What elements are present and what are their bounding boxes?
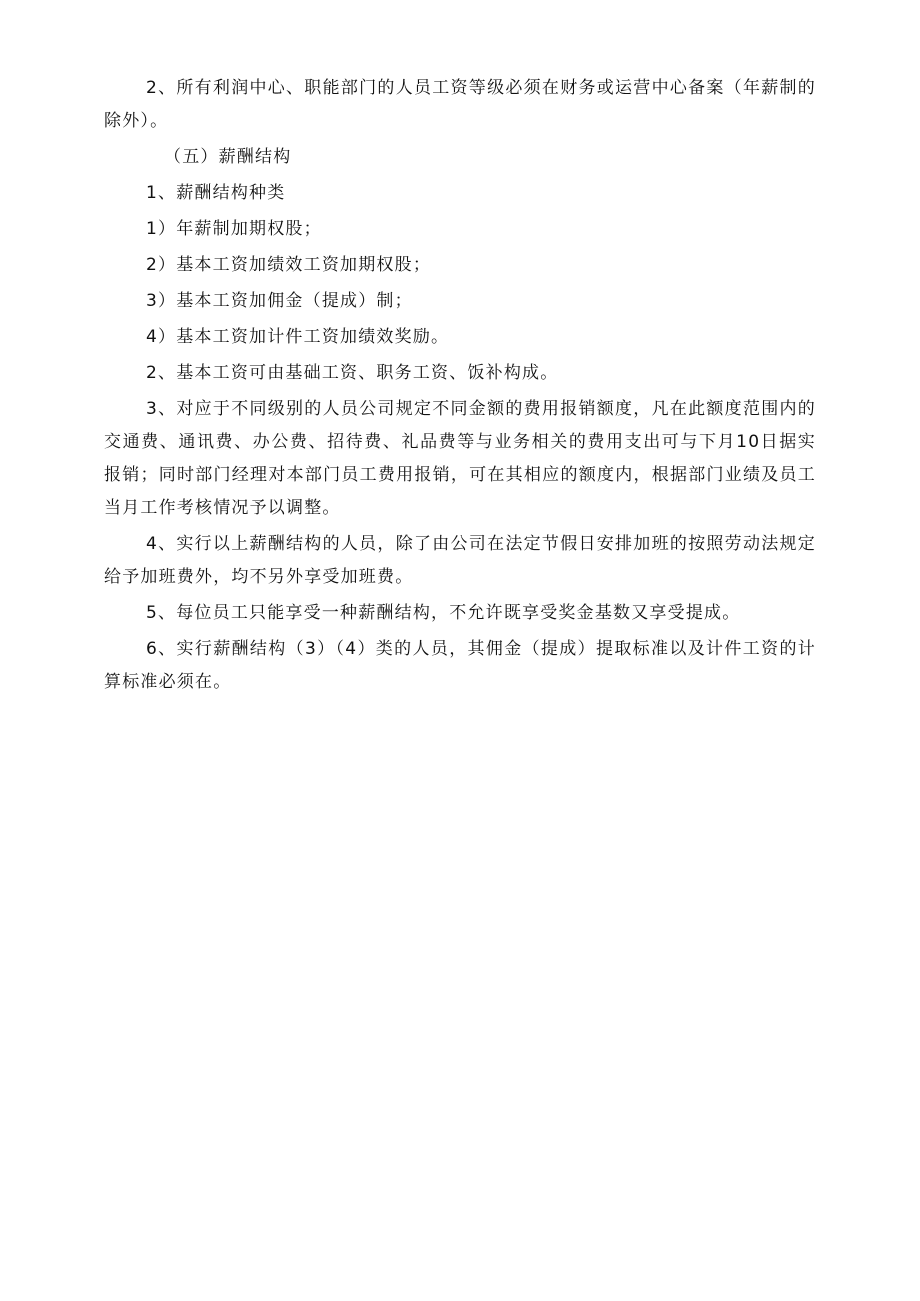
document-body — [104, 72, 816, 699]
list-item-piece-rate: 4）基本工资加计件工资加绩效奖励。 — [146, 327, 450, 347]
paragraph-structure-types: 1、薪酬结构种类 — [146, 183, 286, 203]
paragraph-salary-grade-filing: 2、所有利润中心、职能部门的人员工资等级必须在财务或运营中心备案（年薪制的除外）。 — [104, 78, 816, 131]
paragraph-commission-standard: 6、实行薪酬结构（3）（4）类的人员，其佣金（提成）提取标准以及计件工资的计算标准必须在。 — [104, 639, 816, 692]
paragraph-single-structure: 5、每位员工只能享受一种薪酬结构，不允许既享受奖金基数又享受提成。 — [146, 603, 741, 623]
paragraph-expense-reimbursement: 3、对应于不同级别的人员公司规定不同金额的费用报销额度，凡在此额度范围内的交通费、通讯费、办公费、招待费、礼品费等与业务相关的费用支出可与下月10日据实报销；同时部门经理对本部门员工费用报销，可在其相应的额度内，根据部门业绩及员工当月工作考核情况予以调整。 — [104, 399, 816, 518]
list-item-performance-salary: 2）基本工资加绩效工资加期权股； — [146, 255, 432, 275]
paragraph-overtime: 4、实行以上薪酬结构的人员，除了由公司在法定节假日安排加班的按照劳动法规定给予加班费外，均不另外享受加班费。 — [104, 534, 816, 587]
paragraph-base-salary: 2、基本工资可由基础工资、职务工资、饭补构成。 — [146, 363, 559, 383]
list-item-commission: 3）基本工资加佣金（提成）制； — [146, 291, 413, 311]
list-item-annual-salary: 1）年薪制加期权股； — [146, 219, 322, 239]
section-heading-salary-structure: （五）薪酬结构 — [164, 147, 292, 167]
